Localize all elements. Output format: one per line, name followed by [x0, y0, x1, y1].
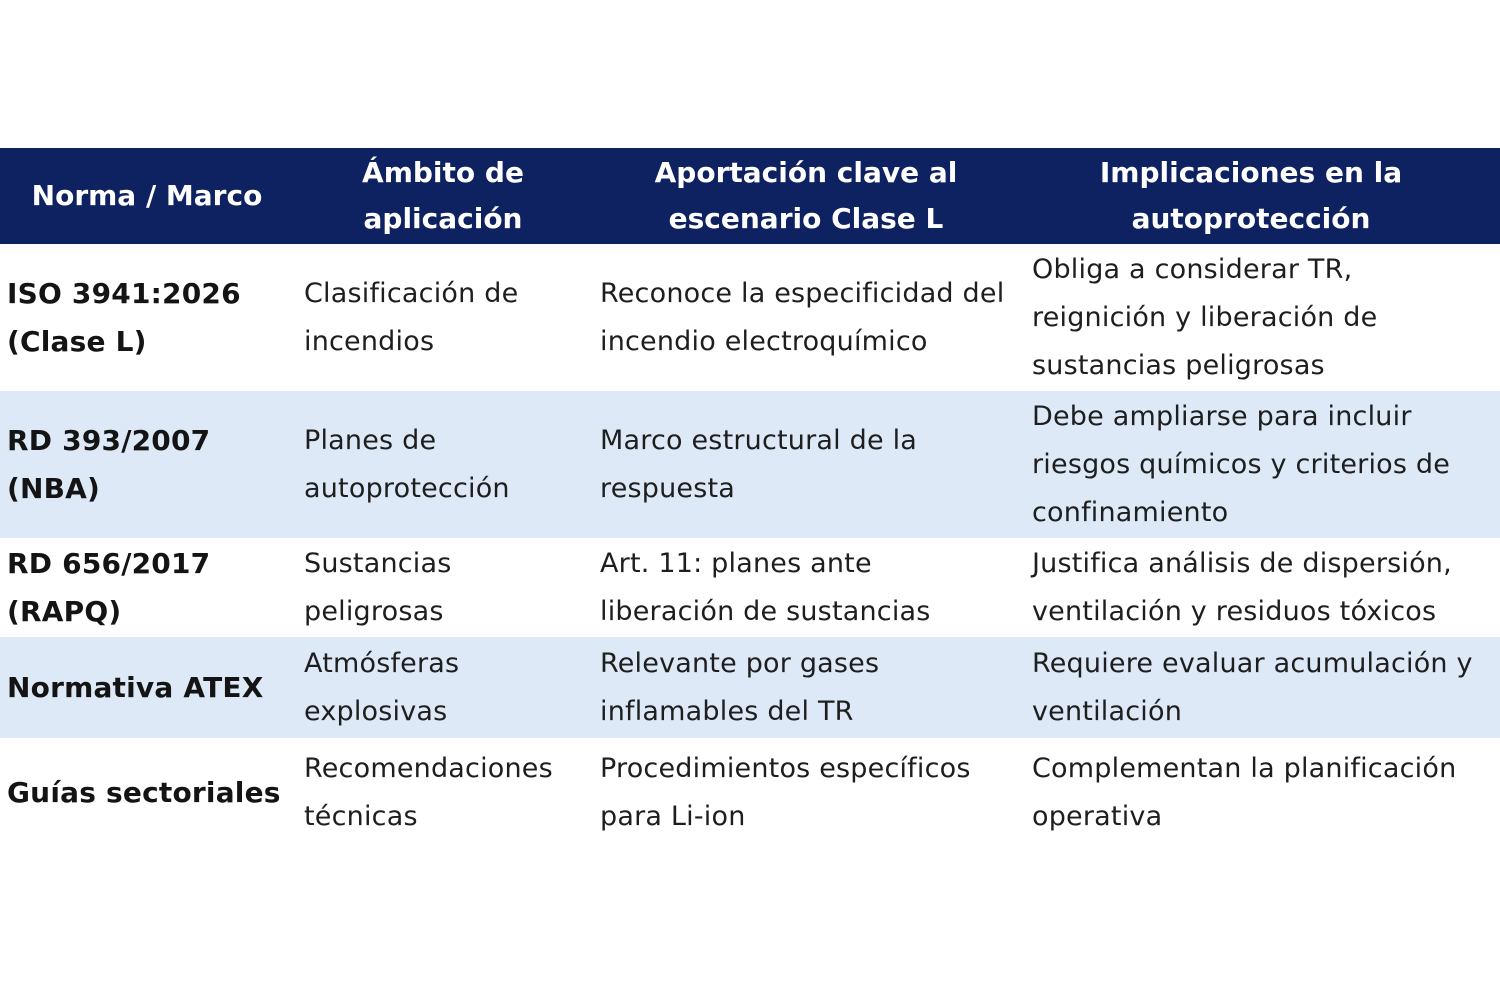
- cell-norma: RD 393/2007 (NBA): [7, 423, 211, 505]
- cell-norma: ISO 3941:2026 (Clase L): [7, 276, 241, 358]
- cell-norma: Normativa ATEX: [7, 670, 264, 704]
- cell-implicaciones: Obliga a considerar TR, reignición y liberación de sustancias peligrosas: [1032, 253, 1378, 381]
- cell-aportacion: Procedimientos específicos para Li-ion: [600, 753, 971, 832]
- cell-implicaciones: Justifica análisis de dispersión, ventilación y residuos tóxicos: [1032, 547, 1452, 627]
- cell-implicaciones: Debe ampliarse para incluir riesgos químicos y criterios de confinamiento: [1032, 400, 1451, 528]
- table-row: [0, 637, 1500, 738]
- table-row: [0, 244, 1500, 391]
- cell-implicaciones: Requiere evaluar acumulación y ventilación: [1032, 647, 1473, 727]
- cell-ambito: Recomendaciones técnicas: [304, 753, 553, 832]
- cell-ambito: Sustancias peligrosas: [304, 547, 452, 627]
- cell-ambito: Atmósferas explosivas: [304, 647, 460, 727]
- table-row: [0, 738, 1500, 848]
- header-ambito: Ámbito de aplicación: [362, 156, 524, 235]
- header-aportacion: Aportación clave al escenario Clase L: [654, 156, 958, 235]
- cell-ambito: Planes de autoprotección: [304, 424, 510, 504]
- cell-ambito: Clasificación de incendios: [304, 277, 519, 357]
- table-header: [0, 148, 1500, 244]
- cell-aportacion: Reconoce la especificidad del incendio electroquímico: [600, 277, 1005, 357]
- table-row: [0, 538, 1500, 637]
- cell-norma: RD 656/2017 (RAPQ): [7, 546, 211, 628]
- header-norma: Norma / Marco: [31, 179, 263, 212]
- cell-aportacion: Marco estructural de la respuesta: [600, 424, 918, 504]
- cell-aportacion: Art. 11: planes ante liberación de sustancias: [600, 547, 931, 627]
- table-row: [0, 391, 1500, 538]
- cell-implicaciones: Complementan la planificación operativa: [1032, 753, 1457, 832]
- regulations-table: [0, 148, 1500, 848]
- header-row: [0, 148, 1500, 244]
- header-implicaciones: Implicaciones en la autoprotección: [1099, 156, 1403, 235]
- cell-aportacion: Relevante por gases inflamables del TR: [600, 647, 880, 727]
- table-body: [0, 244, 1500, 848]
- cell-norma: Guías sectoriales: [7, 776, 281, 809]
